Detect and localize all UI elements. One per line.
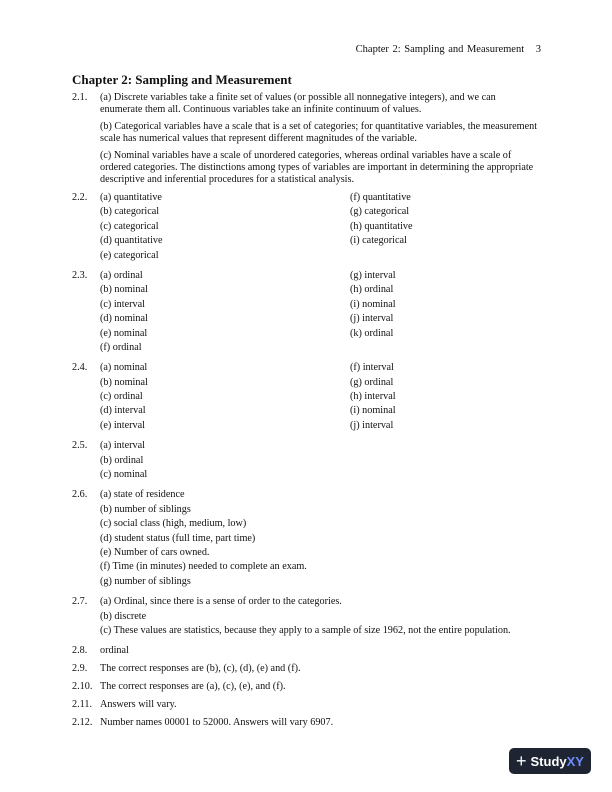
page-content — [72, 72, 540, 735]
problem-2-7 — [72, 596, 540, 639]
problem-2-4 — [72, 362, 540, 434]
problem-2-11 — [72, 699, 540, 711]
problem-number: 2.8. — [72, 645, 88, 657]
answer-item: (d) nominal — [100, 313, 148, 325]
problem-number: 2.6. — [72, 489, 88, 501]
answer-item: (a) quantitative — [100, 192, 162, 203]
problem-2-3 — [72, 270, 540, 356]
answer-item: (a) state of residence — [100, 489, 185, 501]
answer-item: (b) categorical — [100, 206, 160, 218]
running-header — [356, 44, 541, 55]
answer-item: (c) nominal — [100, 469, 148, 481]
problem-number: 2.2. — [72, 192, 88, 203]
problem-number: 2.3. — [72, 269, 88, 281]
brand-name-xy: XY — [566, 753, 584, 769]
problem-number: 2.5. — [72, 440, 88, 452]
answer-item: (a) Ordinal, since there is a sense of order to the categories. — [100, 596, 342, 608]
problem-2-8 — [72, 645, 540, 657]
answer-item: (h) quantitative — [350, 220, 413, 232]
answer-item: (c) categorical — [100, 220, 159, 232]
answer-item: (d) student status (full time, part time) — [100, 532, 256, 544]
answer-item: (g) number of siblings — [100, 575, 191, 587]
answer-item: (c) social class (high, medium, low) — [100, 518, 247, 530]
answer-item: (c) These values are statistics, because they apply to a sample of size 1962, not the entire population. — [100, 624, 511, 636]
answer-item: (c) ordinal — [100, 391, 143, 403]
chapter-title: Chapter 2: Sampling and Measurement — [72, 72, 292, 87]
problem-2-9 — [72, 663, 540, 675]
brand-name-study: Study — [530, 753, 567, 769]
answer-item: (k) ordinal — [350, 327, 394, 339]
answer-item: (e) nominal — [100, 327, 148, 339]
problem-number: 2.10. — [72, 681, 93, 693]
answer-item: (f) interval — [350, 362, 394, 374]
answer-item: (e) Number of cars owned. — [100, 546, 210, 558]
problem-2-10 — [72, 681, 540, 693]
answer-item: (d) interval — [100, 405, 146, 417]
problem-2-5 — [72, 440, 540, 483]
problem-number: 2.7. — [72, 596, 88, 608]
answer-item: (c) interval — [100, 298, 145, 310]
problem-2-1 — [72, 92, 540, 186]
problem-number: 2.1. — [72, 92, 88, 103]
answer-a: (a) Discrete variables take a finite set of values (or possible all nonnegative integers), and we can enumerate them all. Continuous variables take an infinite continuum of values. — [100, 92, 496, 115]
page-number: 3 — [535, 44, 541, 55]
answer-item: (g) ordinal — [350, 376, 394, 388]
answer-text: ordinal — [100, 645, 129, 657]
problem-2-12 — [72, 717, 540, 729]
answer-item: (b) nominal — [100, 284, 148, 296]
answer-item: (b) number of siblings — [100, 503, 191, 515]
problem-number: 2.9. — [72, 663, 88, 675]
plus-icon: + — [516, 751, 527, 771]
answer-item: (h) ordinal — [350, 284, 394, 296]
answer-text: Number names 00001 to 52000. Answers will vary 6907. — [100, 717, 334, 729]
problem-number: 2.12. — [72, 717, 93, 729]
answer-item: (f) Time (in minutes) needed to complete an exam. — [100, 561, 307, 573]
problem-2-6 — [72, 489, 540, 590]
problem-number: 2.4. — [72, 362, 88, 374]
answer-text: The correct responses are (a), (c), (e), and (f). — [100, 681, 286, 693]
answer-item: (f) quantitative — [350, 192, 411, 203]
answer-item: (g) interval — [350, 269, 396, 281]
answer-text: The correct responses are (b), (c), (d), (e) and (f). — [100, 663, 301, 675]
answer-item: (j) interval — [350, 313, 394, 325]
answer-text: Answers will vary. — [100, 699, 177, 711]
problem-number: 2.11. — [72, 699, 92, 711]
answer-item: (a) nominal — [100, 362, 148, 374]
answer-item: (g) categorical — [350, 206, 410, 218]
answer-item: (a) ordinal — [100, 269, 143, 281]
answer-item: (a) interval — [100, 440, 145, 452]
problem-2-2 — [72, 192, 540, 264]
answer-item: (i) nominal — [350, 298, 396, 310]
answer-item: (i) nominal — [350, 405, 396, 417]
answer-item: (h) interval — [350, 391, 396, 403]
answer-item: (b) nominal — [100, 376, 148, 388]
answer-item: (i) categorical — [350, 235, 407, 247]
answer-item: (e) interval — [100, 419, 145, 431]
answer-item: (f) ordinal — [100, 341, 142, 353]
running-title: Chapter 2: Sampling and Measurement — [355, 44, 525, 55]
answer-item: (d) quantitative — [100, 235, 163, 247]
answer-item: (e) categorical — [100, 249, 159, 261]
answer-item: (j) interval — [350, 419, 394, 431]
answer-item: (b) ordinal — [100, 454, 144, 466]
answer-c: (c) Nominal variables have a scale of unordered categories, whereas ordinal variables have a scale of ordered categories. The distinctions among types of variables are important in determining the appropriate descriptive and inferential procedures for a statistical analysis. — [100, 150, 534, 185]
answer-item: (b) discrete — [100, 610, 147, 622]
answer-b: (b) Categorical variables have a scale that is a set of categories; for quantitative variables, the measurement scale has numerical values that represent different magnitudes of the variable. — [100, 121, 538, 144]
studyxy-logo[interactable] — [509, 748, 591, 774]
